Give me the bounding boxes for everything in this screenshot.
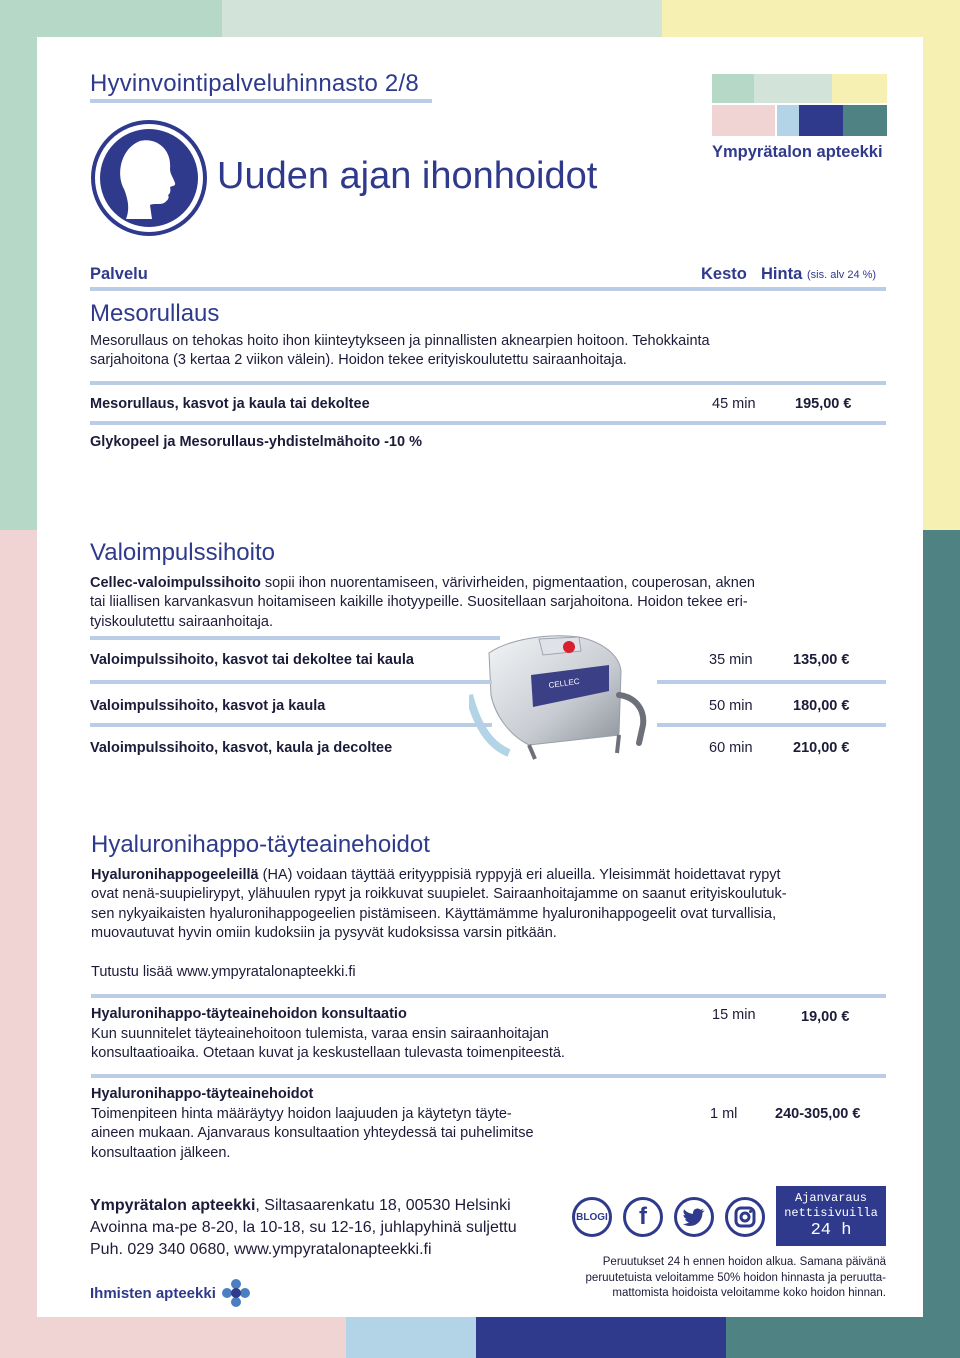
price-row-price: 19,00 € [801,1009,850,1025]
cancellation-line-3: mattomista hoidoista veloitamme koko hoidon hinnan. [612,1287,886,1299]
cancellation-line-2: peruutetuista veloitamme 50% hoidon hinnasta ja peruutta- [585,1271,886,1284]
price-row-price: 195,00 € [795,396,852,412]
column-service: Palvelu [90,265,148,283]
price-row-desc: konsultaation jälkeen. [91,1145,231,1161]
plus-cross-icon [222,1279,250,1307]
bg-block-pale-green-top [222,0,662,37]
brand-color-blocks [712,74,887,136]
price-row-price: 135,00 € [793,652,850,668]
combo-offer: Glykopeel ja Mesorullaus-yhdistelmähoito -10 % [90,434,422,450]
price-sheet [37,37,923,1317]
cellec-device-image [469,625,657,761]
hyaluroni-desc-line-3: sen nykyaikaisten hyaluronihappogeelien pistämiseen. Käyttämämme hyaluronihappogeelit ovat turvallisia, [91,906,777,922]
title-underline [90,99,432,103]
column-price-note: (sis. alv 24 %) [807,269,877,281]
section-title-hyaluronihappo: Hyaluronihappo-täyteainehoidot [91,831,430,858]
brand-name: Ympyrätalon apteekki [712,143,883,161]
document-title: Hyvinvointipalveluhinnasto 2/8 [90,70,419,97]
row-rule [90,381,886,385]
booking-line-3: 24 h [810,1221,852,1240]
main-title: Uuden ajan ihonhoidot [217,155,598,197]
row-rule [90,421,886,425]
hyaluroni-desc-line-2: ovat nenä-suupielirypyt, ylähuulen rypyt ja roikkuvat suupielet. Sairaanhoitajamme on saanut erityiskoulutuk- [91,886,787,902]
row-rule [657,680,886,684]
column-duration: Kesto [701,265,747,283]
price-row-desc: aineen mukaan. Ajanvaraus konsultaation yhteydessä tai puhelimitse [91,1125,534,1141]
hyaluroni-desc-line-1: Hyaluronihappogeeleillä (HA) voidaan täyttää erityyppisiä ryppyjä eri alueilla. Yleisimmät hoidettavat rypyt [91,867,781,883]
row-rule [657,723,886,727]
section-title-valoimpulssihoito: Valoimpulssihoito [90,539,275,566]
cancellation-policy [527,1255,886,1302]
instagram-icon[interactable] [725,1197,765,1237]
face-profile-icon [90,119,208,237]
bg-block-pink-left [0,530,37,1358]
valoimpulssi-desc-line-2: tai liiallisen karvankasvun hoitamiseen kaikille ihotyypeille. Suositellaan sarjahoitona. Hoidon tekee eri- [90,594,748,610]
bg-block-mint-top [0,0,222,37]
price-row-label: Hyaluronihappo-täyteainehoidot [91,1086,314,1102]
bg-block-teal-right [923,530,960,1358]
price-row-duration: 15 min [712,1007,756,1023]
price-row-desc: Toimenpiteen hinta määräytyy hoidon laajuuden ja käytetyn täyte- [91,1106,512,1122]
row-rule [91,1074,886,1078]
hyaluroni-desc-line-4: muovautuvat hyvin omiin kudoksiin ja pysyvät kudoksissa varsin pitkään. [91,925,557,941]
footer-address: Ympyrätalon apteekki, Siltasaarenkatu 18, 00530 Helsinki [90,1197,511,1214]
cancellation-line-1: Peruutukset 24 h ennen hoidon alkua. Samana päivänä [602,1256,886,1268]
blog-icon[interactable]: BLOGI [572,1197,612,1237]
price-row-duration: 50 min [709,698,753,714]
footer-hours: Avoinna ma-pe 8-20, la 10-18, su 12-16, juhlapyhinä suljettu [90,1219,517,1236]
slogan-text: Ihmisten apteekki [90,1284,216,1302]
row-rule [90,723,492,727]
price-row-desc: konsultaatioaika. Otetaan kuvat ja keskustellaan tulevasta toimenpiteestä. [91,1045,565,1061]
price-row-duration: 35 min [709,652,753,668]
website-link[interactable]: Tutustu lisää www.ympyratalonapteekki.fi [91,964,356,980]
price-row-duration: 60 min [709,740,753,756]
price-row-price: 180,00 € [793,698,850,714]
row-rule [90,680,492,684]
section-title-mesorullaus: Mesorullaus [90,300,220,327]
price-row-label: Hyaluronihappo-täyteainehoidon konsultaatio [91,1006,407,1022]
bg-block-mint-left [0,37,37,530]
online-booking-box[interactable] [776,1186,886,1246]
booking-line-2: nettisivuilla [784,1206,878,1220]
price-row-label: Valoimpulssihoito, kasvot tai dekoltee tai kaula [90,652,414,668]
device-brand-label: CELLEC [548,676,581,690]
row-rule [90,636,500,640]
bg-block-yellow-top [662,0,960,37]
bg-block-navy-bottom [476,1317,726,1358]
row-rule [91,994,886,998]
price-row-price: 210,00 € [793,740,850,756]
bg-block-yellow-right [923,37,960,530]
price-row-duration: 45 min [712,396,756,412]
booking-line-1: Ajanvaraus [794,1191,867,1205]
facebook-icon[interactable]: f [623,1197,663,1237]
mesorullaus-desc-line-1: Mesorullaus on tehokas hoito ihon kiinteytykseen ja pinnallisten aknearpien hoitoon. Tehokkainta [90,333,710,349]
mesorullaus-desc-line-2: sarjahoitona (3 kertaa 2 viikon välein). Hoidon tekee erityiskoulutettu sairaanhoitaja. [90,352,627,368]
price-row-label: Valoimpulssihoito, kasvot, kaula ja decoltee [90,740,393,756]
price-row-desc: Kun suunnitelet täyteainehoitoon tulemista, varaa ensin sairaanhoitajan [91,1026,549,1042]
header-rule [90,287,886,291]
footer-contact: Puh. 029 340 0680, www.ympyratalonapteekki.fi [90,1241,432,1258]
price-row-duration: 1 ml [710,1106,738,1122]
price-row-price: 240-305,00 € [775,1106,861,1122]
bg-block-blue-bottom [346,1317,476,1358]
price-row-label: Mesorullaus, kasvot ja kaula tai dekoltee [90,396,370,412]
twitter-icon[interactable] [674,1197,714,1237]
bg-block-pink-bottom [0,1317,346,1358]
valoimpulssi-desc-line-3: tyiskoulutettu sairaanhoitaja. [90,614,273,630]
bg-block-teal-bottom [726,1317,960,1358]
price-row-label: Valoimpulssihoito, kasvot ja kaula [90,698,326,714]
footer-slogan [90,1279,250,1307]
column-price: Hinta [761,265,803,283]
valoimpulssi-desc-line-1: Cellec-valoimpulssihoito sopii ihon nuorentamiseen, värivirheiden, pigmentaation, couperosan, aknen [90,575,755,591]
